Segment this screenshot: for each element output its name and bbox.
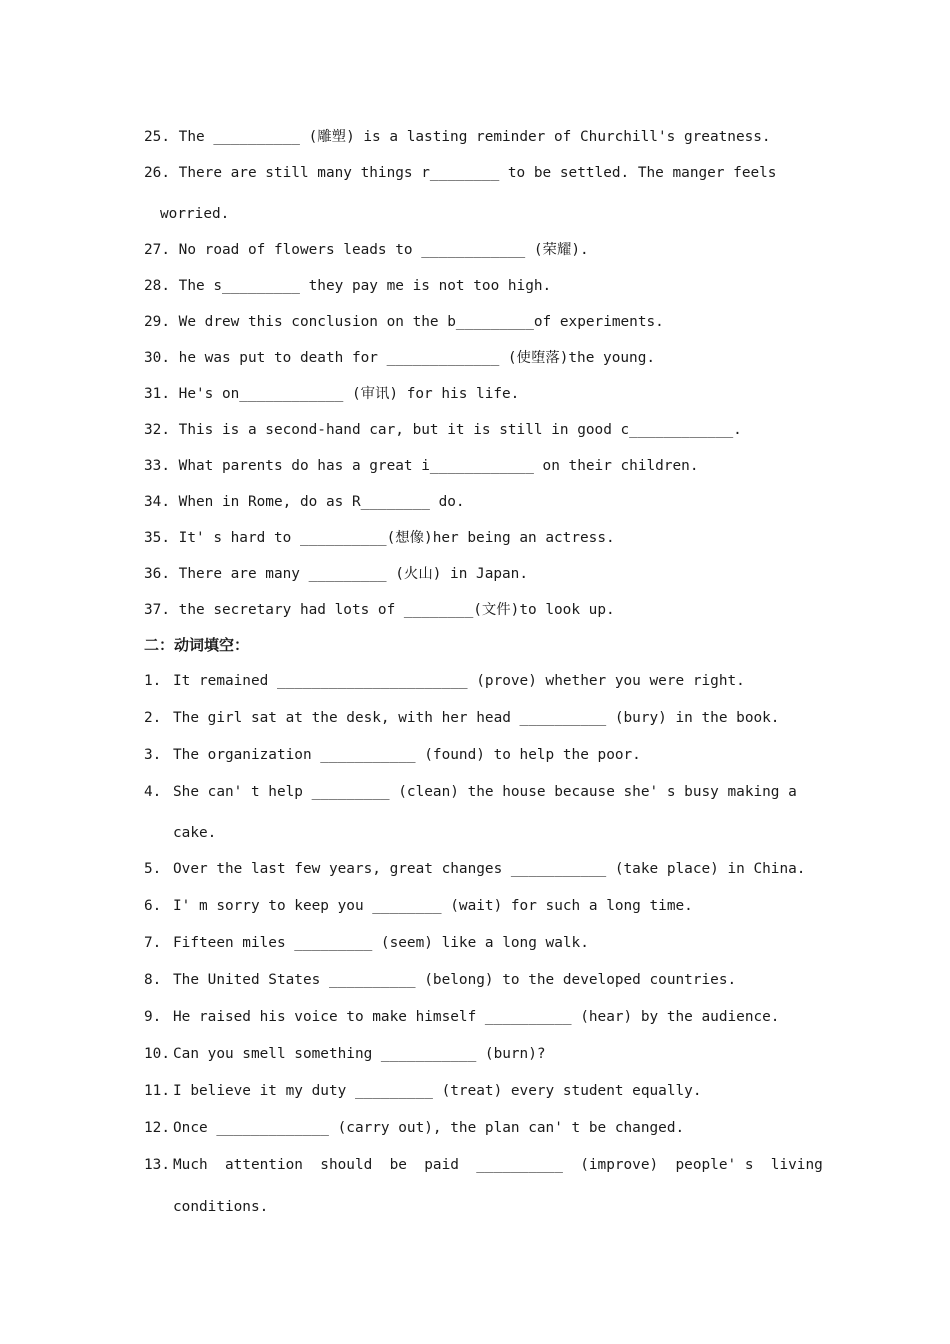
item-37: 37. the secretary had lots of ________(文件)to look up. (144, 602, 615, 618)
verb-item-13: 13. Much attention should be paid __________ (improve) people' s living (144, 1157, 823, 1173)
verb-item-11: 11. I believe it my duty _________ (treat) every student equally. (144, 1083, 702, 1099)
verb-item-1: 1. It remained ______________________ (prove) whether you were right. (144, 673, 745, 689)
item-26-continuation: worried. (160, 206, 230, 222)
item-33: 33. What parents do has a great i____________ on their children. (144, 458, 699, 474)
verb-item-13-continuation: conditions. (173, 1199, 269, 1215)
verb-item-6: 6. I' m sorry to keep you ________ (wait) for such a long time. (144, 898, 693, 914)
item-34: 34. When in Rome, do as R________ do. (144, 494, 465, 510)
verb-item-7: 7. Fifteen miles _________ (seem) like a long walk. (144, 935, 589, 951)
verb-item-5: 5. Over the last few years, great changes ___________ (take place) in China. (144, 861, 806, 877)
item-31: 31. He's on____________ (审讯) for his life. (144, 386, 520, 402)
verb-item-4-continuation: cake. (173, 825, 217, 841)
verb-item-12: 12. Once _____________ (carry out), the plan can' t be changed. (144, 1120, 685, 1136)
item-30: 30. he was put to death for _____________ (使堕落)the young. (144, 350, 656, 366)
item-35: 35. It' s hard to __________(想像)her being an actress. (144, 530, 615, 546)
item-28: 28. The s_________ they pay me is not too high. (144, 278, 552, 294)
section-heading: 二：动词填空： (144, 636, 250, 654)
verb-item-2: 2. The girl sat at the desk, with her head __________ (bury) in the book. (144, 710, 780, 726)
verb-item-9: 9. He raised his voice to make himself __________ (hear) by the audience. (144, 1009, 780, 1025)
verb-item-10: 10. Can you smell something ___________ (burn)? (144, 1046, 546, 1062)
verb-item-4: 4. She can' t help _________ (clean) the house because she' s busy making a (144, 784, 797, 800)
verb-item-3: 3. The organization ___________ (found) to help the poor. (144, 747, 641, 763)
item-25: 25. The __________ (雕塑) is a lasting reminder of Churchill's greatness. (144, 129, 771, 145)
item-29: 29. We drew this conclusion on the b_________of experiments. (144, 314, 664, 330)
item-26: 26. There are still many things r________ to be settled. The manger feels (144, 165, 777, 181)
item-32: 32. This is a second-hand car, but it is still in good c____________. (144, 422, 742, 438)
item-36: 36. There are many _________ (火山) in Japan. (144, 566, 529, 582)
item-27: 27. No road of flowers leads to ____________ (荣耀). (144, 242, 589, 258)
verb-item-8: 8. The United States __________ (belong) to the developed countries. (144, 972, 737, 988)
